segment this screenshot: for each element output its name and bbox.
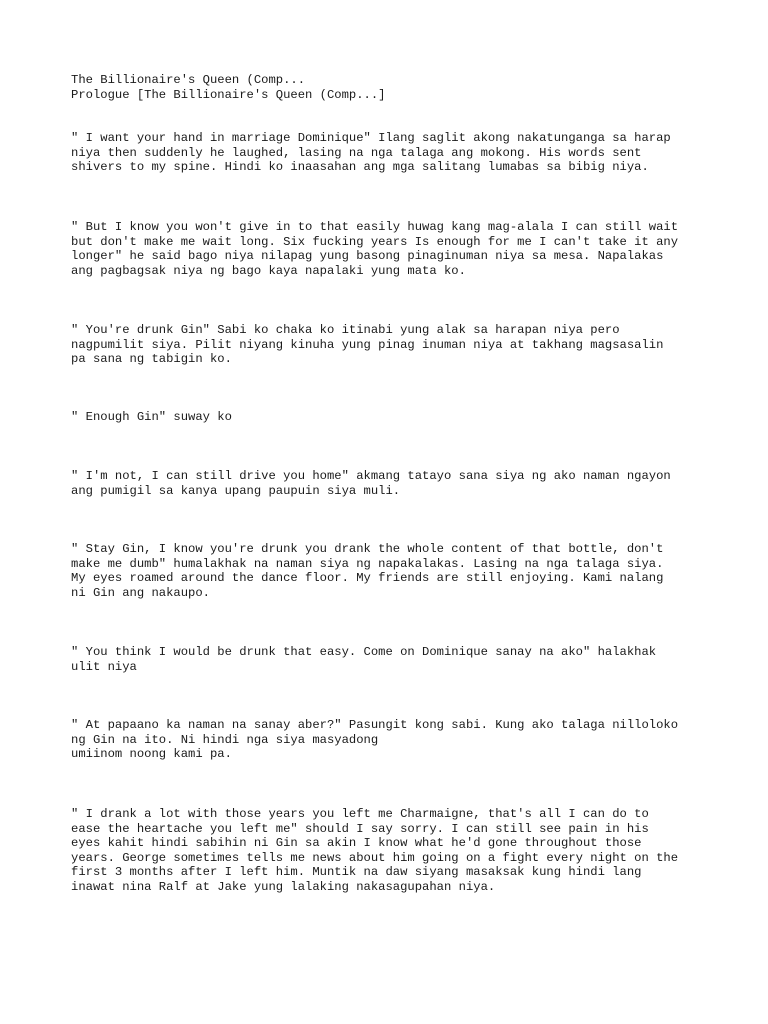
paragraph-5: " I'm not, I can still drive you home" akmang tatayo sana siya ng ako naman ngayon ang pumigil sa kanya upang paupuin siya muli.: [71, 469, 671, 498]
document-title: The Billionaire's Queen (Comp...: [71, 73, 306, 87]
paragraph-9: " I drank a lot with those years you left me Charmaigne, that's all I can do to ease the heartache you left me" should I say sorry. I can still see pain in his eyes kahit hindi sabihin ni Gin sa akin I know what he'd gone throughout those years. George sometimes tells me news about him going on a fight every night on the first 3 months after I left him. Muntik na daw siyang masaksak kung hindi lang inawat nina Ralf at Jake yung lalaking nakasagupahan niya.: [71, 807, 679, 894]
paragraph-3: " You're drunk Gin" Sabi ko chaka ko itinabi yung alak sa harapan niya pero nagpumilit siya. Pilit niyang kinuha yung pinag inuman niya at takhang magsasalin pa sana ng tabigin ko.: [71, 323, 664, 367]
paragraph-4: " Enough Gin" suway ko: [71, 410, 232, 424]
paragraph-7: " You think I would be drunk that easy. Come on Dominique sanay na ako" halakhak ulit niya: [71, 645, 657, 674]
paragraph-1: " I want your hand in marriage Dominique" Ilang saglit akong nakatunganga sa harap niya then suddenly he laughed, lasing na nga talaga ang mokong. His words sent shivers to my spine. Hindi ko inaasahan ang mga salitang lumabas sa bibig niya.: [71, 131, 671, 175]
paragraph-8: " At papaano ka naman na sanay aber?" Pasungit kong sabi. Kung ako talaga nilloloko ng Gin na ito. Ni hindi nga siya masyadong umiinom noong kami pa.: [71, 718, 679, 762]
paragraph-6: " Stay Gin, I know you're drunk you drank the whole content of that bottle, don't make me dumb" humalakhak na naman siya ng napakalakas. Lasing na nga talaga siya. My eyes roamed around the dance floor. My friends are still enjoying. Kami nalang ni Gin ang nakaupo.: [71, 542, 664, 600]
paragraph-2: " But I know you won't give in to that easily huwag kang mag-alala I can still wait but don't make me wait long. Six fucking years Is enough for me I can't take it any longer" he said bago niya nilapag yung basong pinaginuman niya sa mesa. Napalakas ang pagbagsak niya ng bago kaya napalaki yung mata ko.: [71, 220, 679, 278]
chapter-title: Prologue [The Billionaire's Queen (Comp...]: [71, 88, 386, 102]
